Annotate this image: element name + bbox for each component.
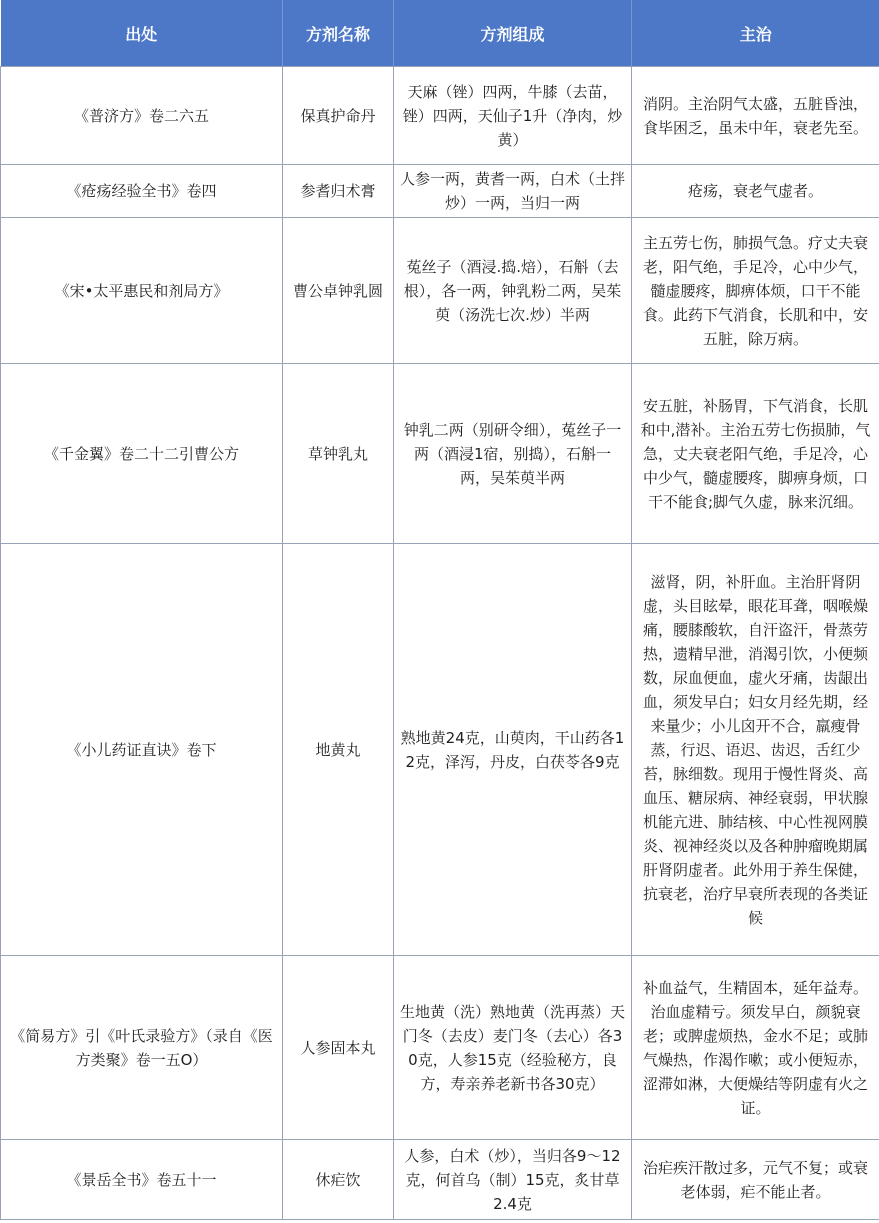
cell-indication: 主五劳七伤，肺损气急。疗丈夫衰老，阳气绝，手足冷，心中少气，髓虚腰疼，脚痹体烦，口干不能食。此药下气消食，长肌和中，安五脏，除万病。 — [632, 218, 879, 364]
table-row — [1, 544, 879, 956]
header-indication: 主治 — [632, 0, 879, 67]
cell-name: 地黄丸 — [283, 544, 394, 956]
header-row — [1, 0, 879, 67]
cell-source: 《小儿药证直诀》卷下 — [1, 544, 283, 956]
header-source: 出处 — [1, 0, 283, 67]
cell-composition: 天麻（锉）四两，牛膝（去苗，锉）四两，天仙子1升（净肉，炒黄） — [394, 67, 632, 165]
cell-name: 保真护命丹 — [283, 67, 394, 165]
cell-composition: 钟乳二两（别研令细），菟丝子一两（酒浸1宿，别捣），石斛一两，吴茱萸半两 — [394, 364, 632, 544]
cell-composition: 人参一两，黄耆一两，白术（土拌炒）一两，当归一两 — [394, 165, 632, 218]
cell-indication: 疮疡，衰老气虚者。 — [632, 165, 879, 218]
cell-source: 《景岳全书》卷五十一 — [1, 1140, 283, 1220]
table-row — [1, 364, 879, 544]
cell-composition: 菟丝子（酒浸.捣.焙），石斛（去根），各一两，钟乳粉二两，吴茱萸（汤洗七次.炒）半两 — [394, 218, 632, 364]
cell-source: 《普济方》卷二六五 — [1, 67, 283, 165]
cell-composition: 熟地黄24克，山萸肉，干山药各12克，泽泻，丹皮，白茯苓各9克 — [394, 544, 632, 956]
cell-composition: 人参，白术（炒），当归各9～12克，何首乌（制）15克，炙甘草2.4克 — [394, 1140, 632, 1220]
cell-indication: 治疟疾汗散过多，元气不复；或衰老体弱，疟不能止者。 — [632, 1140, 879, 1220]
cell-indication: 消阴。主治阴气太盛，五脏昏浊，食毕困乏，虽未中年，衰老先至。 — [632, 67, 879, 165]
header-composition: 方剂组成 — [394, 0, 632, 67]
cell-composition: 生地黄（洗）熟地黄（洗再蒸）天门冬（去皮）麦门冬（去心）各30克，人参15克（经验秘方，良方，寿亲养老新书各30克） — [394, 956, 632, 1140]
cell-source: 《疮疡经验全书》卷四 — [1, 165, 283, 218]
cell-name: 休疟饮 — [283, 1140, 394, 1220]
cell-indication: 补血益气，生精固本，延年益寿。治血虚精亏。须发早白，颜貌衰老；或脾虚烦热，金水不足；或肺气燥热，作渴作嗽；或小便短赤，涩滞如淋，大便燥结等阴虚有火之证。 — [632, 956, 879, 1140]
cell-source: 《简易方》引《叶氏录验方》（录自《医方类聚》卷一五O） — [1, 956, 283, 1140]
cell-indication: 滋肾，阴，补肝血。主治肝肾阴虚，头目眩晕，眼花耳聋，咽喉燥痛，腰膝酸软，自汗盗汗，骨蒸劳热，遗精早泄，消渴引饮，小便频数，尿血便血，虚火牙痛，齿龈出血，须发早白；妇女月经先期，经来量少；小儿囟开不合，羸瘦骨蒸，行迟、语迟、齿迟，舌红少苔，脉细数。现用于慢性肾炎、高血压、糖尿病、神经衰弱，甲状腺机能亢进、肺结核、中心性视网膜炎、视神经炎以及各种肿瘤晚期属肝肾阴虚者。此外用于养生保健，抗衰老，治疗早衰所表现的各类证候 — [632, 544, 879, 956]
cell-name: 草钟乳丸 — [283, 364, 394, 544]
table-row — [1, 218, 879, 364]
cell-source: 《宋•太平惠民和剂局方》 — [1, 218, 283, 364]
cell-name: 人参固本丸 — [283, 956, 394, 1140]
cell-source: 《千金翼》卷二十二引曹公方 — [1, 364, 283, 544]
cell-name: 曹公卓钟乳圆 — [283, 218, 394, 364]
table-row — [1, 956, 879, 1140]
table-row — [1, 67, 879, 165]
table-row — [1, 165, 879, 218]
header-name: 方剂名称 — [283, 0, 394, 67]
table-row — [1, 1140, 879, 1220]
cell-indication: 安五脏，补肠胃，下气消食，长肌和中,潜补。主治五劳七伤损肺，气急，丈夫衰老阳气绝，手足冷，心中少气，髓虚腰疼，脚痹身烦，口干不能食;脚气久虚，脉来沉细。 — [632, 364, 879, 544]
cell-name: 参耆归术膏 — [283, 165, 394, 218]
